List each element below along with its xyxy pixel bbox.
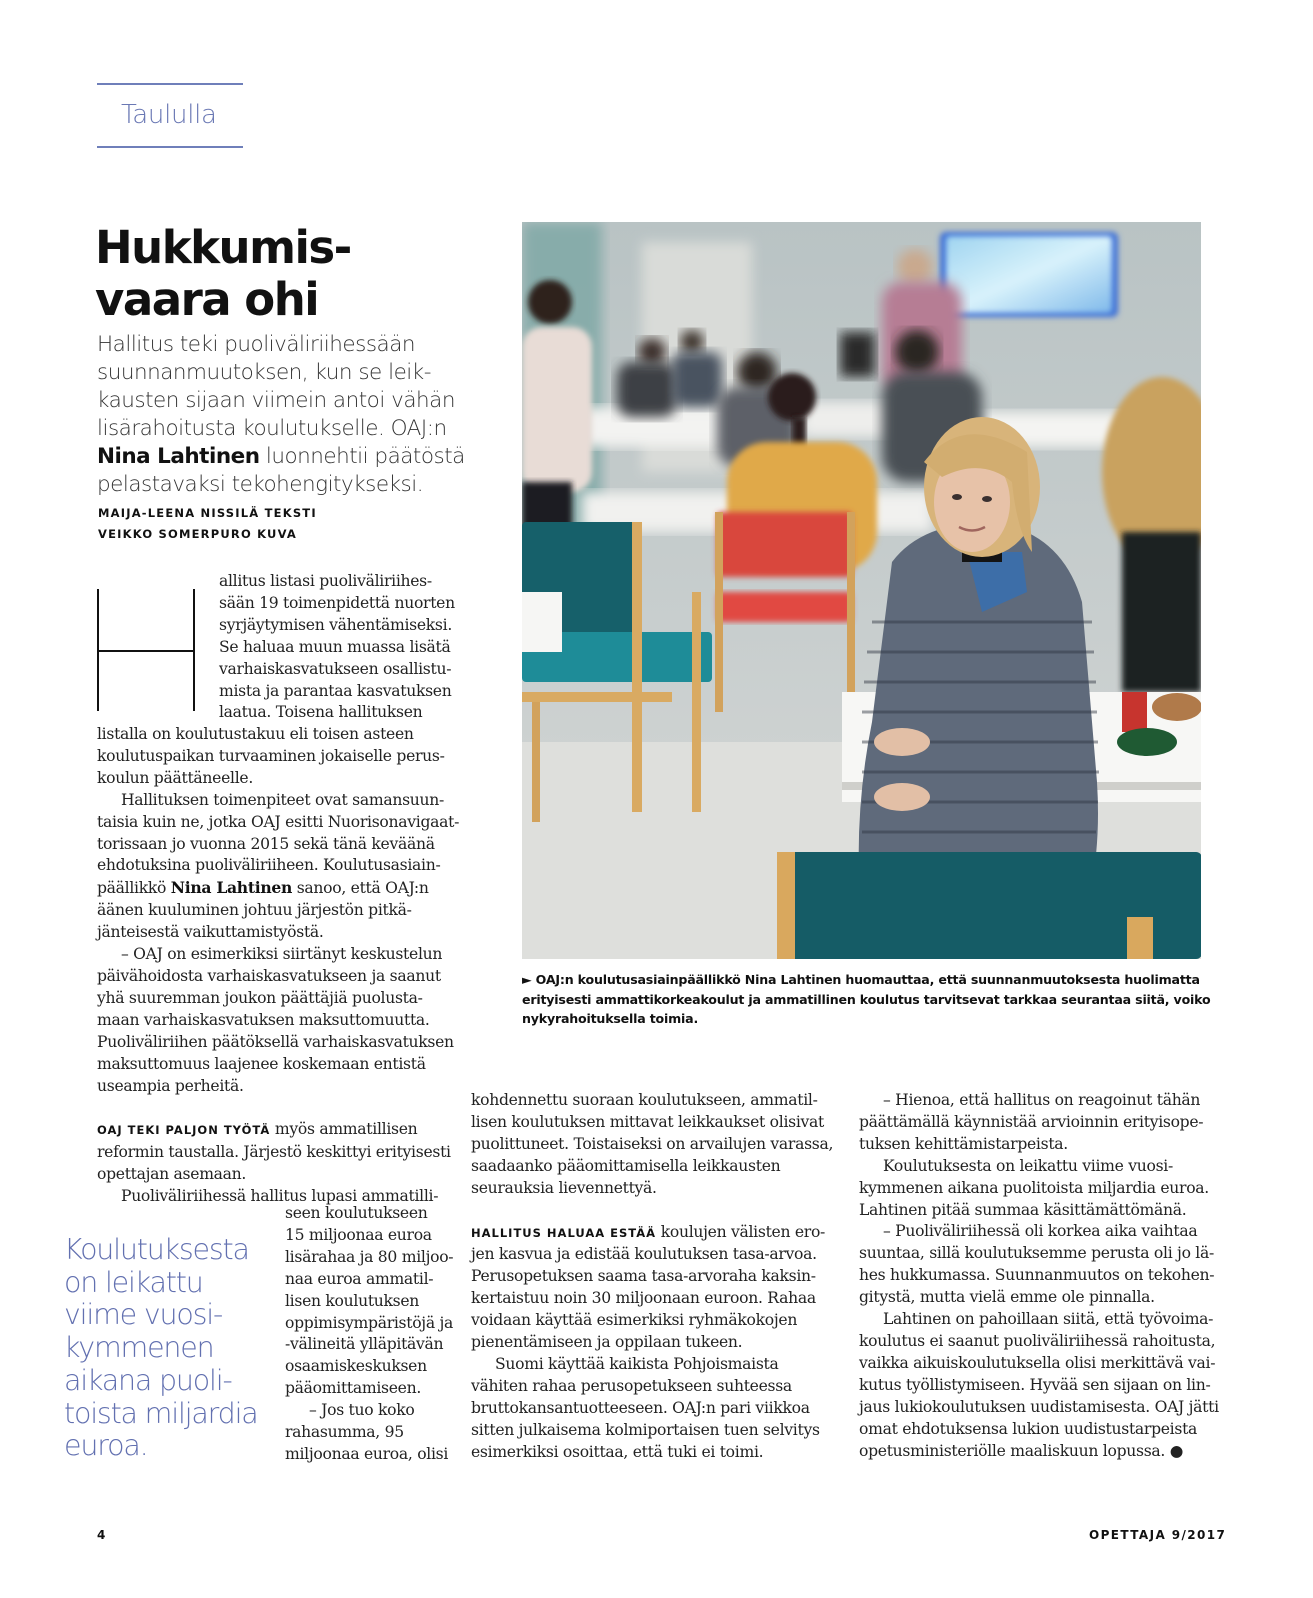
dropcap-h <box>97 589 193 711</box>
person-name: Nina Lahtinen <box>170 878 293 898</box>
body-line: suuntaa, sillä koulutuksemme perusta oli jo lä- <box>859 1244 1214 1263</box>
pull-quote-line: euroa. <box>64 1429 148 1463</box>
body-line: -välineitä ylläpitävän <box>285 1335 444 1354</box>
lead-line: suunnanmuutoksen, kun se leik- <box>97 360 431 385</box>
body-line: Lahtinen pitää summaa käsittämättömänä. <box>859 1200 1187 1219</box>
dropcap-stroke <box>193 589 195 711</box>
body-line: seurauksia lievennettyä. <box>471 1178 657 1197</box>
body-line: taisia kuin ne, jotka OAJ esitti Nuorisonavigaat- <box>97 812 460 831</box>
red-chair <box>717 512 852 577</box>
body-line: listalla on koulutustakuu eli toisen asteen <box>97 725 414 743</box>
caption-line <box>522 970 1212 990</box>
pull-quote-line: toista miljardia <box>64 1396 258 1430</box>
pull-quote-line: kymmenen <box>64 1331 214 1365</box>
body-line: gitystä, mutta vielä emme ole pinnalla. <box>859 1288 1155 1307</box>
pull-quote-line: aikana puoli- <box>64 1363 232 1397</box>
body-line: kohdennettu suoraan koulutukseen, ammatil- <box>471 1091 818 1109</box>
lead-line-rest: luonnehtii päätöstä <box>259 444 465 469</box>
lead-person-name: Nina Lahtinen <box>97 444 260 469</box>
body-line: pienentämiseen ja oppilaan tukeen. <box>471 1333 743 1352</box>
photo-caption <box>522 970 1212 1029</box>
triangle-marker-icon: ► <box>522 972 532 987</box>
body-text: päällikkö <box>97 879 171 898</box>
body-line: allitus listasi puoliväliriihes- <box>219 572 432 590</box>
body-line: voidaan käyttää esimerkiksi ryhmäkokojen <box>471 1311 798 1330</box>
body-line: yhä suuremman joukon päättäjiä puolusta- <box>97 988 423 1007</box>
lead-line <box>97 443 465 471</box>
body-line: opettajan asemaan. <box>97 1165 247 1184</box>
body-line: sään 19 toimenpidettä nuorten <box>219 593 455 612</box>
body-line: tuksen kehittämistarpeista. <box>859 1134 1068 1153</box>
body-line: laatua. Toisena hallituksen <box>219 703 423 722</box>
body-text: opetusministeriölle maaliskuun lopussa. <box>859 1441 1166 1460</box>
body-line: bruttokansantuotteeseen. OAJ:n pari viikkoa <box>471 1398 810 1417</box>
body-line: – Puoliväliriihessä oli korkea aika vaihtaa <box>883 1222 1198 1241</box>
standing-person <box>522 327 592 492</box>
body-line: useampia perheitä. <box>97 1076 244 1095</box>
body-line: Perusopetuksen saama tasa-arvoraha kaksin- <box>471 1267 816 1286</box>
body-line: koulutuspaikan turvaaminen jokaiselle perus- <box>97 746 445 765</box>
body-line: lisärahaa ja 80 miljoo- <box>285 1247 454 1266</box>
byline-photographer: VEIKKO SOMERPURO KUVA <box>98 527 298 541</box>
section-rule-top <box>97 83 243 85</box>
column1-dropcap-text <box>219 571 455 724</box>
body-line: Koulutuksesta on leikattu viime vuosi- <box>883 1156 1173 1175</box>
body-line: 15 miljoonaa euroa <box>285 1225 432 1244</box>
body-text: myös ammatillisen <box>270 1120 418 1139</box>
body-line: varhaiskasvatukseen osallistu- <box>219 659 452 678</box>
body-line: osaamiskeskuksen <box>285 1357 427 1376</box>
column3-body <box>859 1090 1219 1462</box>
body-line: kymmenen aikana puolitoista miljardia euroa. <box>859 1178 1209 1197</box>
body-line: kutus työllistymiseen. Hyvää sen sijaan on lin- <box>859 1375 1211 1394</box>
pull-quote-line: on leikattu <box>64 1265 203 1299</box>
body-line: kertaistuu noin 30 miljoonaan euroon. Rahaa <box>471 1289 816 1308</box>
column1-narrow-text <box>285 1203 453 1466</box>
body-line: ehdotuksina puoliväliriiheen. Koulutusasiain- <box>97 856 441 875</box>
lead-line: pelastavaksi tekohengitykseksi. <box>97 472 424 497</box>
body-line: saadaanko pääomittamisella leikkausten <box>471 1156 781 1175</box>
body-line: äänen kuuluminen johtuu järjestön pitkä- <box>97 901 412 920</box>
section-rule-bottom <box>97 146 243 148</box>
section-label: Taululla <box>121 100 217 130</box>
body-line <box>97 1119 459 1142</box>
caption-text: OAJ:n koulutusasiainpäällikkö Nina Lahtinen huomauttaa, että suunnanmuutoksesta huolimatta <box>531 972 1200 987</box>
caption-line: nykyrahoituksella toimia. <box>522 1011 699 1026</box>
body-line: vähiten rahaa perusopetukseen suhteessa <box>471 1376 792 1395</box>
column2-body <box>471 1090 833 1464</box>
body-line: pääomittamiseen. <box>285 1379 422 1398</box>
body-line: koulutus ei saanut puoliväliriihessä rahoitusta, <box>859 1331 1216 1350</box>
pull-quote-line: Koulutuksesta <box>64 1233 249 1266</box>
body-line: jänteisestä vaikuttamistyöstä. <box>97 923 324 942</box>
body-line: – Jos tuo koko <box>309 1401 415 1420</box>
body-line: vaikka aikuiskoulutuksella olisi merkittävä vai- <box>859 1353 1216 1372</box>
body-line: lisen koulutuksen <box>285 1291 420 1310</box>
body-line: Se haluaa muun muassa lisätä <box>219 637 451 656</box>
body-line: jen kasvua ja edistää koulutuksen tasa-arvoa. <box>471 1245 817 1264</box>
headline-line: vaara ohi <box>95 273 319 326</box>
body-line: maan varhaiskasvatuksen maksuttomuutta. <box>97 1010 430 1029</box>
body-line: koulun päättäneelle. <box>97 768 253 787</box>
magazine-issue: OPETTAJA 9/2017 <box>1089 1528 1227 1542</box>
subhead-leadin: HALLITUS HALUAA ESTÄÄ <box>471 1225 657 1240</box>
body-line: maksuttomuus laajenee koskemaan entistä <box>97 1054 426 1073</box>
body-line: omat ehdotuksensa lukion uudistustarpeista <box>859 1419 1198 1438</box>
body-line: mista ja parantaa kasvatuksen <box>219 681 452 700</box>
lead-line: kausten sijaan viimein antoi vähän <box>97 388 455 413</box>
pull-quote <box>64 1234 258 1463</box>
lead-line: lisärahoitusta koulutukselle. OAJ:n <box>97 416 447 441</box>
body-line <box>859 1441 1219 1463</box>
body-line: Lahtinen on pahoillaan siitä, että työvoima- <box>883 1310 1214 1329</box>
body-line: Puoliväliriihen päätöksellä varhaiskasvatuksen <box>97 1032 454 1051</box>
body-line: syrjäytymisen vähentämiseksi. <box>219 615 452 634</box>
body-line <box>97 877 459 900</box>
subhead-leadin: OAJ TEKI PALJON TYÖTÄ <box>97 1123 271 1138</box>
lead-line: Hallitus teki puoliväliriihessään <box>97 332 416 357</box>
body-line: seen koulutukseen <box>285 1204 428 1222</box>
body-line: rahasumma, 95 <box>285 1423 404 1442</box>
body-line: naa euroa ammatil- <box>285 1269 434 1288</box>
end-mark-icon: ● <box>1169 1441 1184 1460</box>
paragraph-gap <box>97 1097 459 1119</box>
body-line: päättämällä käynnistää arvioinnin erityisope- <box>859 1112 1204 1131</box>
caption-line: erityisesti ammattikorkeakoulut ja ammatillinen koulutus tarvitsevat tarkkaa seurantaa siitä, voiko <box>522 991 1211 1007</box>
dropcap-stroke <box>97 650 195 652</box>
photo-illustration <box>522 222 1201 959</box>
body-line: Puoliväliriihessä hallitus lupasi ammatilli- <box>121 1187 439 1206</box>
body-text: koulujen välisten ero- <box>656 1222 826 1241</box>
column1-body <box>97 724 459 1208</box>
body-line <box>471 1222 833 1245</box>
body-line: reformin taustalla. Järjestö keskittyi erityisesti <box>97 1143 451 1162</box>
body-line: jaus lukiokoulutuksen uudistamisesta. OAJ jätti <box>859 1397 1219 1416</box>
article-photo <box>522 222 1201 959</box>
lead-paragraph <box>97 331 465 499</box>
body-line: Hallituksen toimenpiteet ovat samansuun- <box>121 790 445 809</box>
body-text: sanoo, että OAJ:n <box>292 879 429 898</box>
paragraph-gap <box>471 1200 833 1222</box>
body-line: Suomi käyttää kaikista Pohjoismaista <box>495 1354 779 1373</box>
body-line: hes hukkumassa. Suunnanmuutos on tekohen- <box>859 1266 1215 1285</box>
body-line: oppimisympäristöjä ja <box>285 1313 454 1332</box>
page-number: 4 <box>97 1528 106 1542</box>
body-line: miljoonaa euroa, olisi <box>285 1444 449 1463</box>
byline-author: MAIJA-LEENA NISSILÄ TEKSTI <box>98 506 317 520</box>
body-line: puolittuneet. Toistaiseksi on arvailujen varassa, <box>471 1134 834 1153</box>
body-line: esimerkiksi osoittaa, että tuki ei toimi. <box>471 1442 764 1461</box>
body-line: – Hienoa, että hallitus on reagoinut tähän <box>883 1091 1201 1109</box>
headline-line: Hukkumis- <box>95 221 351 274</box>
body-line: lisen koulutuksen mittavat leikkaukset olisivat <box>471 1112 825 1131</box>
body-line: sitten julkaisema kolmiportaisen tuen selvitys <box>471 1420 820 1439</box>
body-line: – OAJ on esimerkiksi siirtänyt keskustelun <box>121 945 443 964</box>
pull-quote-line: viime vuosi- <box>64 1298 223 1332</box>
body-line: torissaan jo vuonna 2015 sekä tänä keväänä <box>97 834 435 853</box>
headline <box>95 222 351 326</box>
body-line: päivähoidosta varhaiskasvatukseen ja saanut <box>97 966 441 985</box>
